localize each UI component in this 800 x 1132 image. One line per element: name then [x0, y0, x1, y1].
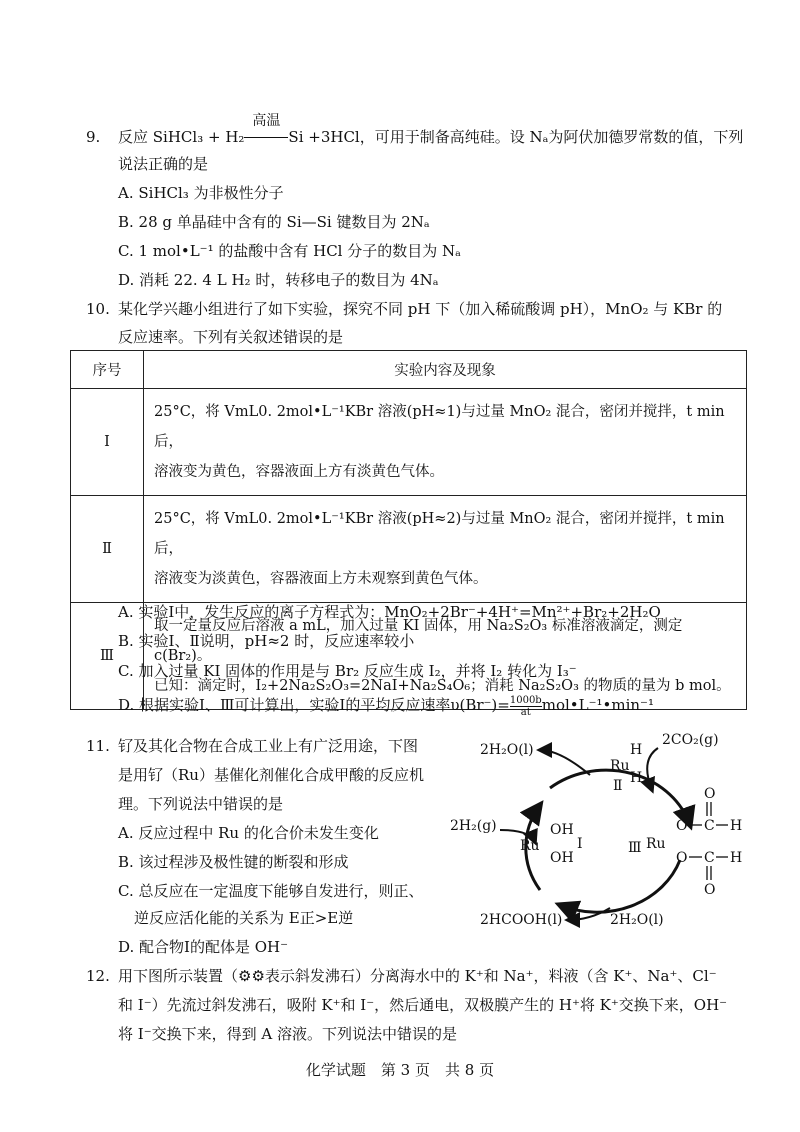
species-2co2-in: 2CO₂(g) [662, 732, 719, 748]
q12-line1: 12. 用下图所示装置（⚙⚙表示斜发沸石）分离海水中的 K⁺和 Na⁺，料液（含 K⁺、Na⁺、Cl⁻ [86, 967, 717, 985]
q11-option-c: C. 总反应在一定温度下能够自发进行，则正、 [118, 882, 424, 900]
q11-stem-line3: 理。下列说法中错误的是 [118, 795, 284, 813]
q10-option-a: A. 实验Ⅰ中，发生反应的离子方程式为：MnO₂+2Br⁻+4H⁺=Mn²⁺+Br₂+2H₂O [118, 603, 661, 621]
q9-number: 9. [86, 128, 101, 146]
formate1-c: C [704, 818, 715, 834]
catalytic-cycle-diagram [440, 730, 770, 935]
table-header-row [71, 351, 747, 389]
reaction-condition: 高温 [244, 126, 288, 148]
q10-stem-line2: 反应速率。下列有关叙述错误的是 [118, 328, 344, 346]
row-index: Ⅲ [71, 603, 144, 710]
q9-option-c: C. 1 mol•L⁻¹ 的盐酸中含有 HCl 分子的数目为 Nₐ [118, 242, 461, 260]
row-content: 25°C，将 VmL0. 2mol•L⁻¹KBr 溶液(pH≈1)与过量 MnO₂ 混合，密闭并搅拌，t min 后， 溶液变为黄色，容器液面上方有淡黄色气体。 [144, 389, 747, 496]
formate1-h: H [730, 818, 743, 834]
row-index: Ⅰ [71, 389, 144, 496]
formate2-h: H [730, 850, 743, 866]
q12-number: 12. [86, 967, 110, 985]
complex-i-oh2: OH [550, 850, 574, 866]
cycle-arc-bottom [560, 860, 680, 912]
species-2hcooh-out: 2HCOOH(l) [480, 912, 563, 928]
complex-i-label: Ⅰ [577, 836, 583, 852]
q11-option-c-cont: 逆反应活化能的关系为 E正>E逆 [134, 909, 354, 927]
species-2h2-in: 2H₂(g) [450, 818, 497, 834]
species-2h2o-out: 2H₂O(l) [480, 742, 534, 758]
q9-stem-line2: 说法正确的是 [118, 155, 209, 173]
formate2-c: C [704, 850, 715, 866]
formate2-o-bottom: O [704, 882, 716, 898]
q11-option-d: D. 配合物Ⅰ的配体是 OH⁻ [118, 938, 289, 956]
q9-option-d: D. 消耗 22. 4 L H₂ 时，转移电子的数目为 4Nₐ [118, 271, 439, 289]
q11-number: 11. [86, 737, 110, 755]
complex-ii-h2: H [630, 770, 643, 786]
q12-line2: 和 I⁻）先流过斜发沸石，吸附 K⁺和 I⁻，然后通电，双极膜产生的 H⁺将 K⁺交换下来，OH⁻ [118, 996, 728, 1014]
experiment-table [70, 350, 747, 710]
q10-number: 10. [86, 300, 110, 318]
q10-option-d: D. 根据实验Ⅰ、Ⅲ可计算出，实验Ⅰ的平均反应速率υ(Br⁻)= $\frac{1000b}{at}$ mol•L⁻¹•min⁻¹ [118, 694, 654, 718]
q11-stem-line2: 是用钌（Ru）基催化剂催化合成甲酸的反应机 [118, 766, 424, 784]
complex-iii-label: Ⅲ [628, 840, 642, 856]
complex-ii-label: Ⅱ [613, 778, 623, 794]
header-content: 实验内容及现象 [144, 351, 747, 389]
q11-stem-line1: 11. 钌及其化合物在合成工业上有广泛用途，下图 [86, 737, 419, 755]
q9-option-a: A. SiHCl₃ 为非极性分子 [118, 184, 284, 202]
row-content: 25°C，将 VmL0. 2mol•L⁻¹KBr 溶液(pH≈2)与过量 MnO₂ 混合，密闭并搅拌，t min 后， 溶液变为淡黄色，容器液面上方未观察到黄色气体。 [144, 496, 747, 603]
table-row [71, 496, 747, 603]
species-2h2o-out-bottom: 2H₂O(l) [610, 912, 664, 928]
formate2-o: O [676, 850, 688, 866]
complex-ii-h1: H [630, 742, 643, 758]
q11-option-a: A. 反应过程中 Ru 的化合价未发生变化 [118, 824, 379, 842]
formate1-o: O [676, 818, 688, 834]
q10-option-b: B. 实验Ⅰ、Ⅱ说明，pH≈2 时，反应速率较小 [118, 632, 415, 650]
q9-stem-line1: 9. 反应 SiHCl₃ + H₂ 高温 Si +3HCl，可用于制备高纯硅。设 Nₐ为阿伏加德罗常数的值，下列 [86, 113, 744, 146]
page-footer: 化学试题 第 3 页 共 8 页 [305, 1061, 495, 1079]
formate1-o-top: O [704, 786, 716, 802]
complex-i-oh1: OH [550, 822, 574, 838]
complex-i-ru: Ru [520, 838, 540, 854]
q10-option-c: C. 加入过量 KI 固体的作用是与 Br₂ 反应生成 I₂，并将 I₂ 转化为 I₃⁻ [118, 662, 577, 680]
row-content: 取一定量反应后溶液 a mL，加入过量 KI 固体，用 Na₂S₂O₃ 标准溶液滴定，测定 c(Br₂)。 已知：滴定时，I₂+2Na₂S₂O₃=2NaI+Na₂S₄O₆；消耗 Na₂S₂O₃ 的物质的量为 b mol。 [144, 603, 747, 710]
header-index: 序号 [71, 351, 144, 389]
row-index: Ⅱ [71, 496, 144, 603]
complex-ii-ru: Ru [610, 758, 630, 774]
arrow-out-h2o [540, 750, 590, 775]
rate-fraction: $\frac{1000b}{at}$ [509, 694, 542, 718]
complex-iii-ru: Ru [646, 836, 666, 852]
q12-line3: 将 I⁻交换下来，得到 A 溶液。下列说法中错误的是 [118, 1025, 457, 1043]
table-row [71, 389, 747, 496]
q9-option-b: B. 28 g 单晶硅中含有的 Si—Si 键数目为 2Nₐ [118, 213, 430, 231]
q10-stem-line1: 10. 某化学兴趣小组进行了如下实验，探究不同 pH 下（加入稀硫酸调 pH），MnO₂ 与 KBr 的 [86, 300, 723, 318]
q11-option-b: B. 该过程涉及极性键的断裂和形成 [118, 853, 349, 871]
